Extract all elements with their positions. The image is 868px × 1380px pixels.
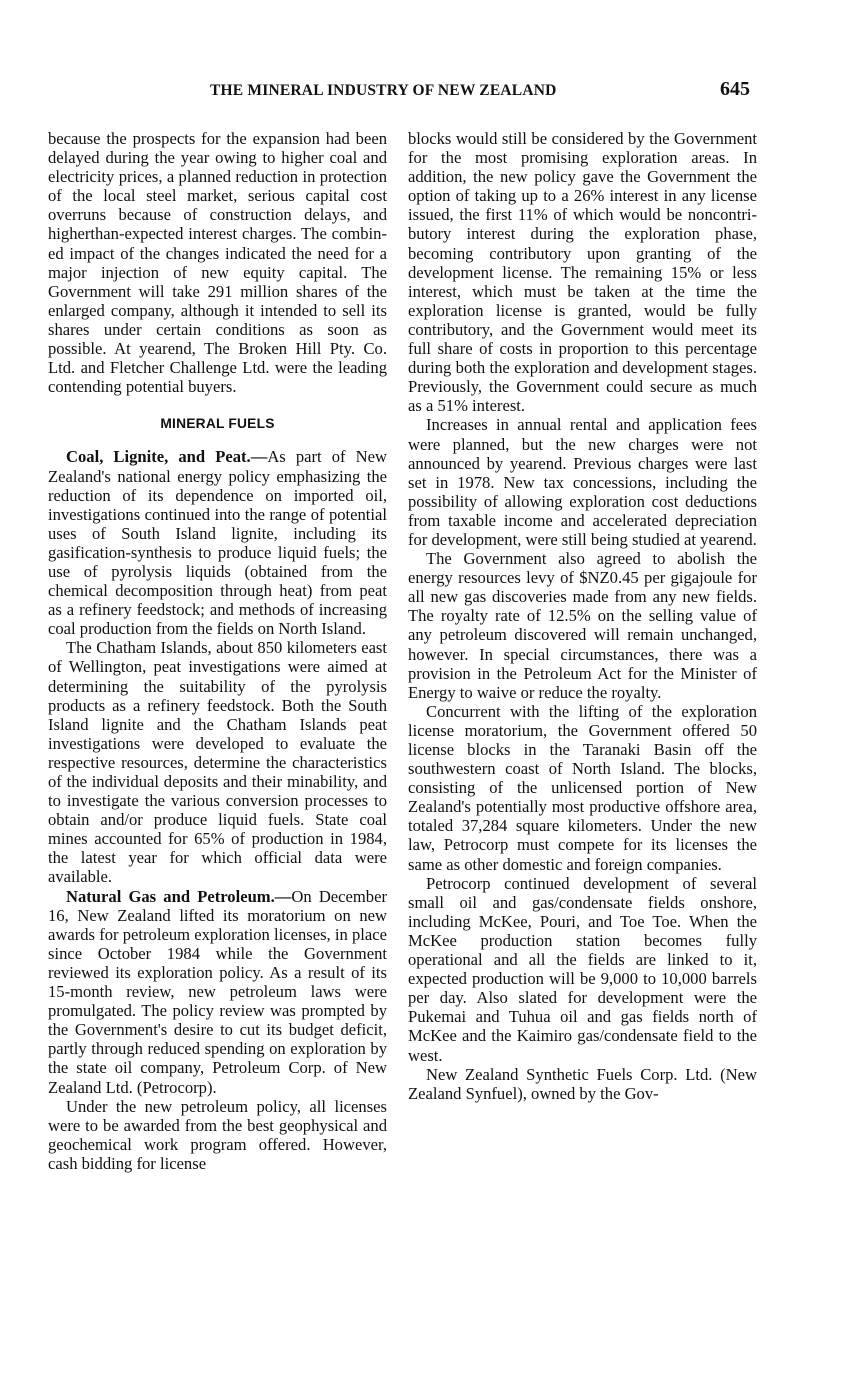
paragraph: New Zealand Synthetic Fuels Corp. Ltd. (New Zealand Synfuel), owned by the Gov- xyxy=(408,1064,757,1103)
paragraph-text: On December 16, New Zealand lifted its moratorium on new awards for petroleum exploration licenses, in place since October 1984 while the Government reviewed its exploration policy. As a result of its 15-month review, new petroleum laws were promulgated. The policy review was prompted by the Government's desire to cut its budget deficit, partly through reduced spending on exploration by the state oil company, Petroleum Corp. of New Zealand Ltd. (Petrocorp). xyxy=(48,886,387,1097)
run-in-heading: Natural Gas and Petroleum.— xyxy=(66,886,292,906)
run-in-heading: Coal, Lignite, and Peat.— xyxy=(66,447,268,467)
paragraph: The Chatham Islands, about 850 kilometers east of Wellington, peat investigations were aimed at determining the suitability of the pyrolysis products as a refinery feedstock. Both the South Island lignite and the Chatham Islands peat investigations were developed to evaluate the respective resources, determine the characteristics of the individual deposits and their minability, and to investigate the various conversion processes to obtain and/or produce liquid fuels. State coal mines accounted for 65% of production in 1984, the latest year for which official data were available. xyxy=(48,638,387,887)
paragraph: because the prospects for the expansion had been delayed during the year owing to higher coal and electricity prices, a planned reduction in protection of the local steel market, serious capital cost overruns because of construction delays, and higherthan-expected interest charges. The combined impact of the changes indicated the need for a major injection of new equity capital. The Government will take 291 million shares of the enlarged company, although it intended to sell its shares under certain conditions as soon as possible. At yearend, The Broken Hill Pty. Co. Ltd. and Fletcher Challenge Ltd. were the leading contending potential buyers. xyxy=(48,129,387,397)
right-column xyxy=(408,129,757,1103)
running-header-title: THE MINERAL INDUSTRY OF NEW ZEALAND xyxy=(210,82,557,99)
paragraph: Increases in annual rental and application fees were planned, but the new charges were not announced by yearend. Previous charges were last set in 1978. New tax concessions, including the possibility of allowing exploration cost deductions from taxable income and accelerated depreciation for development, were still being studied at yearend. xyxy=(408,415,757,549)
page-number: 645 xyxy=(720,78,750,100)
paragraph: Concurrent with the lifting of the exploration license moratorium, the Government offered 50 license blocks in the Taranaki Basin off the southwestern coast of North Island. The blocks, consisting of the unlicensed portion of New Zealand's potentially most productive offshore area, totaled 37,284 square kilometers. Under the new law, Petrocorp must compete for its licenses the same as other domestic and foreign companies. xyxy=(408,701,757,874)
paragraph-text: As part of New Zealand's national energy policy emphasizing the reduction of its dependence on imported oil, investigations continued into the range of potential uses of South Island lignite, including its gasification-synthesis to produce liquid fuels; the use of pyrolysis liquids (obtained from the chemical decomposition through heat) from peat as a refinery feedstock; and methods of increasing coal production from the fields on North Island. xyxy=(48,447,387,639)
paragraph: The Government also agreed to abolish the energy resources levy of $NZ0.45 per gigajoule for all new gas discoveries made from any new fields. The royalty rate of 12.5% on the selling value of any petroleum discovered will remain unchanged, however. In special circumstances, there was a provision in the Petroleum Act for the Minister of Energy to waive or reduce the royalty. xyxy=(408,549,757,702)
left-column xyxy=(48,129,387,1173)
section-heading: MINERAL FUELS xyxy=(160,416,275,432)
paragraph xyxy=(48,887,387,1097)
paragraph: Under the new petroleum policy, all licenses were to be awarded from the best geophysical and geochemical work program offered. However, cash bidding for license xyxy=(48,1096,387,1173)
paragraph xyxy=(48,447,387,638)
paragraph: blocks would still be considered by the Government for the most promising exploration areas. In addition, the new policy gave the Government the option of taking up to a 26% interest in any license issued, the first 11% of which would be noncontributory interest during the exploration phase, becoming contributory upon granting of the development license. The remaining 15% or less interest, which must be taken at the time the exploration license is granted, would be fully contributory, and the Government would meet its full share of costs in proportion to this percentage during both the exploration and development stages. Previously, the Government could secure as much as a 51% interest. xyxy=(408,129,757,416)
paragraph: Petrocorp continued development of several small oil and gas/condensate fields onshore, including McKee, Pouri, and Toe Toe. When the McKee production station becomes fully operational and all the fields are linked to it, expected production will be 9,000 to 10,000 barrels per day. Also slated for development were the Pukemai and Tuhua oil and gas fields north of McKee and the Kaimiro gas/condensate field to the west. xyxy=(408,873,757,1065)
